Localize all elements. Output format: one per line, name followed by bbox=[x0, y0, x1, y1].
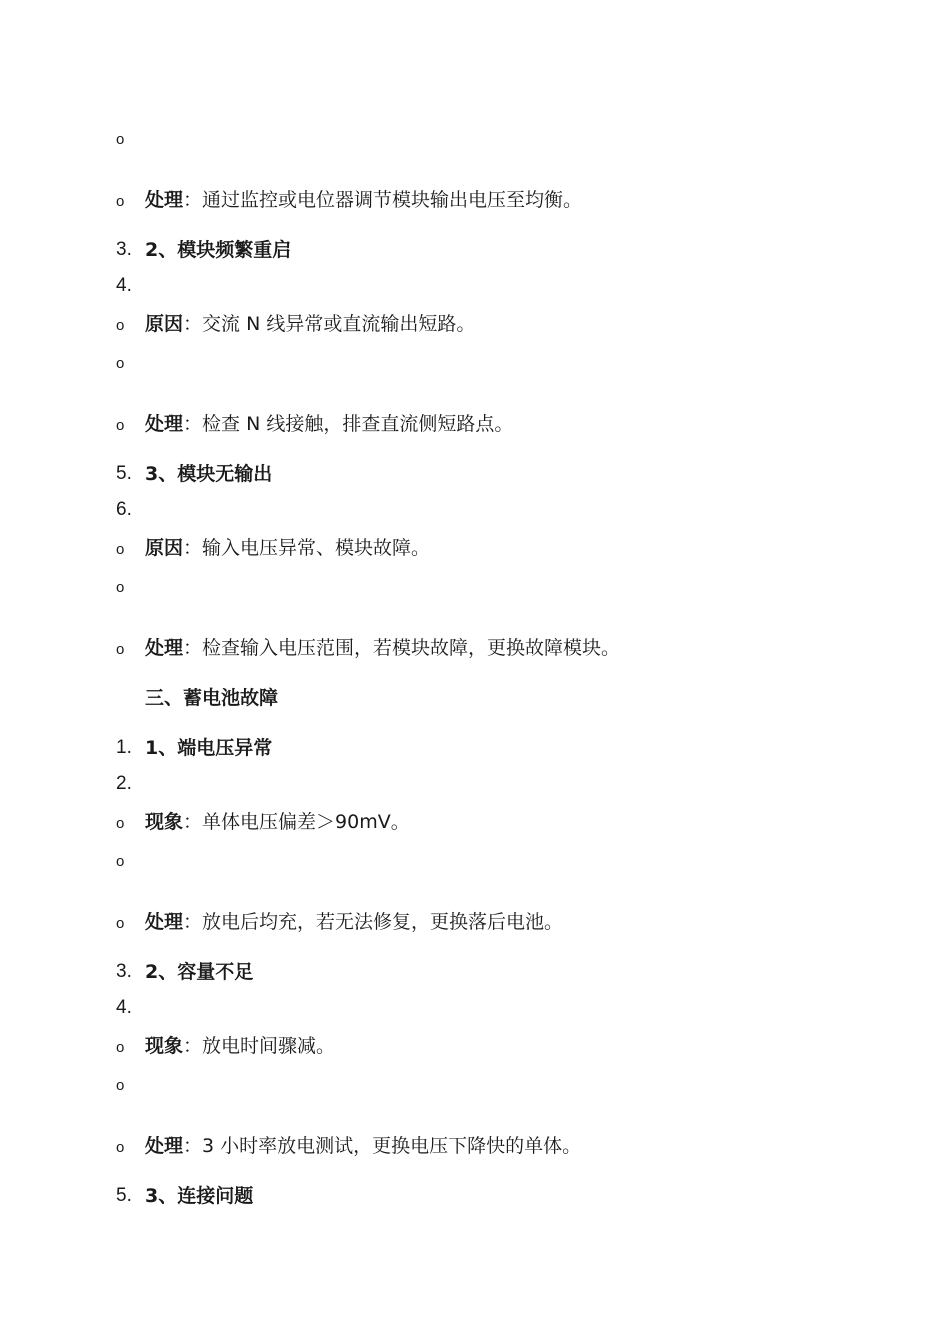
item-label: 原因 bbox=[145, 313, 184, 335]
item-label: 处理 bbox=[145, 1135, 184, 1157]
list-item bbox=[0, 1070, 950, 1098]
list-item bbox=[0, 348, 950, 376]
bullet-marker: o bbox=[116, 131, 125, 148]
label-colon: ： bbox=[183, 313, 203, 335]
bullet-marker: o bbox=[116, 1039, 125, 1056]
label-colon: ： bbox=[183, 413, 203, 435]
line-content bbox=[145, 310, 475, 338]
line-content bbox=[145, 186, 582, 214]
line-content bbox=[145, 908, 563, 936]
list-number: 3. bbox=[116, 961, 132, 982]
label-colon: ： bbox=[183, 1135, 203, 1157]
section-heading: 3、连接问题 bbox=[145, 1185, 254, 1207]
section-heading: 1、端电压异常 bbox=[145, 737, 273, 759]
list-number: 5. bbox=[116, 1185, 132, 1206]
label-colon: ： bbox=[183, 1035, 203, 1057]
bullet-marker: o bbox=[116, 541, 125, 558]
line-content bbox=[145, 808, 410, 836]
list-item bbox=[0, 846, 950, 874]
heading-row bbox=[0, 770, 950, 798]
item-text: 检查 N 线接触，排查直流侧短路点。 bbox=[202, 413, 514, 435]
line-content bbox=[145, 460, 272, 488]
list-item bbox=[0, 808, 950, 836]
line-content bbox=[145, 1032, 335, 1060]
list-number: 6. bbox=[116, 499, 132, 520]
item-text: 通过监控或电位器调节模块输出电压至均衡。 bbox=[202, 189, 583, 211]
item-text: 交流 N 线异常或直流输出短路。 bbox=[202, 313, 476, 335]
line-content bbox=[145, 1132, 581, 1160]
list-item bbox=[0, 572, 950, 600]
list-number: 4. bbox=[116, 997, 132, 1018]
list-number: 4. bbox=[116, 275, 132, 296]
list-item bbox=[0, 310, 950, 338]
heading-row bbox=[0, 1182, 950, 1210]
list-item bbox=[0, 410, 950, 438]
list-item bbox=[0, 534, 950, 562]
line-content bbox=[145, 684, 278, 712]
item-text: 检查输入电压范围，若模块故障，更换故障模块。 bbox=[202, 637, 621, 659]
bullet-marker: o bbox=[116, 579, 125, 596]
item-text: 3 小时率放电测试，更换电压下降快的单体。 bbox=[202, 1135, 582, 1157]
item-label: 处理 bbox=[145, 189, 184, 211]
heading-row bbox=[0, 236, 950, 264]
item-label: 原因 bbox=[145, 537, 184, 559]
item-label: 处理 bbox=[145, 413, 184, 435]
line-content bbox=[145, 734, 272, 762]
list-item bbox=[0, 186, 950, 214]
heading-row bbox=[0, 272, 950, 300]
bullet-marker: o bbox=[116, 417, 125, 434]
bullet-marker: o bbox=[116, 193, 125, 210]
section-heading: 2、模块频繁重启 bbox=[145, 239, 292, 261]
item-label: 处理 bbox=[145, 637, 184, 659]
list-number: 2. bbox=[116, 773, 132, 794]
label-colon: ： bbox=[183, 911, 203, 933]
bullet-marker: o bbox=[116, 915, 125, 932]
bullet-marker: o bbox=[116, 1139, 125, 1156]
line-content bbox=[145, 1182, 253, 1210]
section-heading: 3、模块无输出 bbox=[145, 463, 273, 485]
heading-row bbox=[0, 496, 950, 524]
label-colon: ： bbox=[183, 537, 203, 559]
line-content bbox=[145, 958, 253, 986]
bullet-marker: o bbox=[116, 1077, 125, 1094]
list-item bbox=[0, 1132, 950, 1160]
line-content bbox=[145, 410, 513, 438]
heading-row bbox=[0, 958, 950, 986]
label-colon: ： bbox=[183, 811, 203, 833]
section-heading: 三、蓄电池故障 bbox=[145, 687, 279, 709]
item-text: 单体电压偏差＞90mV。 bbox=[202, 811, 410, 833]
bullet-marker: o bbox=[116, 641, 125, 658]
list-item bbox=[0, 1032, 950, 1060]
label-colon: ： bbox=[183, 189, 203, 211]
list-item bbox=[0, 124, 950, 152]
section-heading: 2、容量不足 bbox=[145, 961, 254, 983]
list-item bbox=[0, 908, 950, 936]
item-label: 现象 bbox=[145, 1035, 184, 1057]
list-number: 5. bbox=[116, 463, 132, 484]
label-colon: ： bbox=[183, 637, 203, 659]
heading-row bbox=[0, 460, 950, 488]
heading-row bbox=[0, 994, 950, 1022]
bullet-marker: o bbox=[116, 815, 125, 832]
line-content bbox=[145, 634, 620, 662]
list-number: 1. bbox=[116, 737, 132, 758]
heading-row bbox=[0, 734, 950, 762]
bullet-marker: o bbox=[116, 853, 125, 870]
line-content bbox=[145, 534, 430, 562]
heading-row bbox=[0, 684, 950, 712]
item-text: 放电时间骤减。 bbox=[202, 1035, 336, 1057]
list-item bbox=[0, 634, 950, 662]
item-label: 处理 bbox=[145, 911, 184, 933]
item-label: 现象 bbox=[145, 811, 184, 833]
line-content bbox=[145, 236, 291, 264]
bullet-marker: o bbox=[116, 355, 125, 372]
list-number: 3. bbox=[116, 239, 132, 260]
bullet-marker: o bbox=[116, 317, 125, 334]
item-text: 放电后均充，若无法修复，更换落后电池。 bbox=[202, 911, 564, 933]
item-text: 输入电压异常、模块故障。 bbox=[202, 537, 431, 559]
